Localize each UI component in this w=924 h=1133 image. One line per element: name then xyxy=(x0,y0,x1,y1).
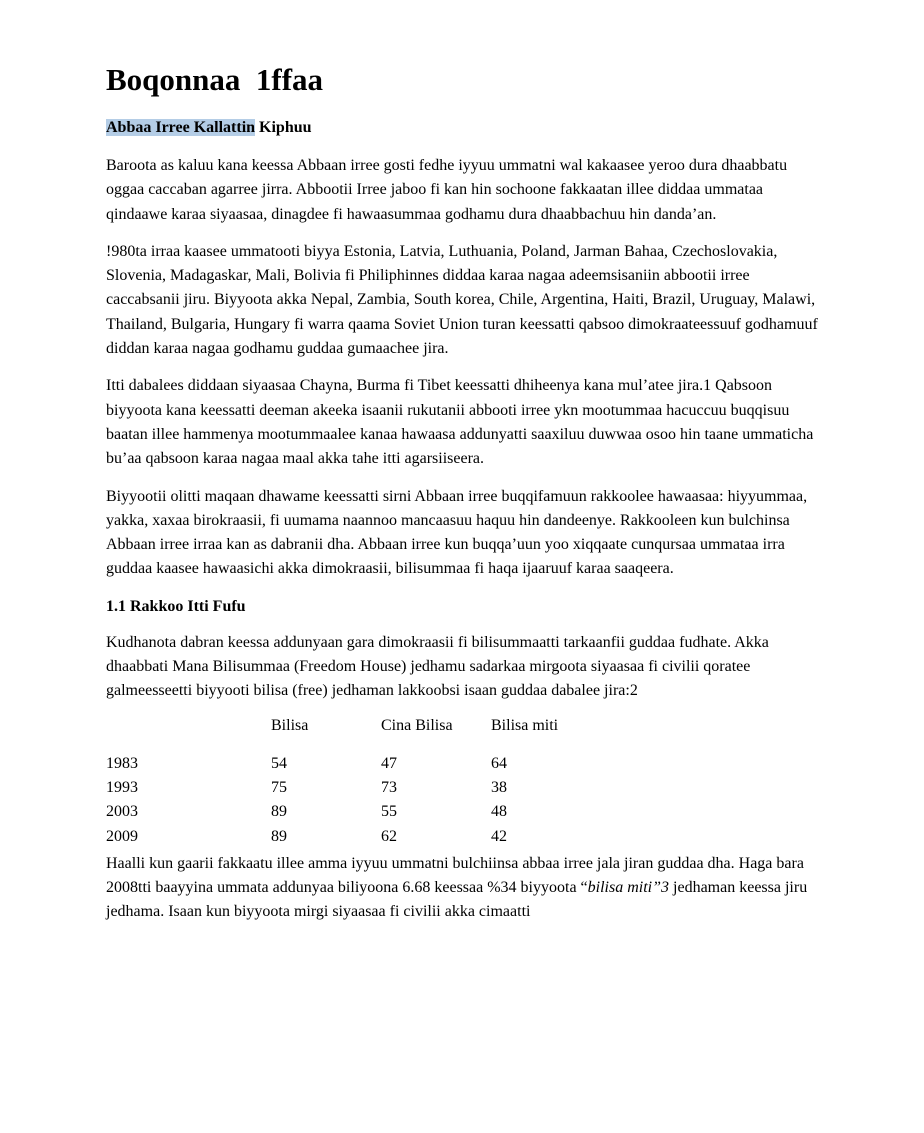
table-row xyxy=(106,828,611,852)
table-cell: 42 xyxy=(491,827,507,845)
subtitle-highlighted-text[interactable]: Abbaa Irree Kallattin xyxy=(106,119,256,136)
section-heading: 1.1 Rakkoo Itti Fufu xyxy=(106,597,246,615)
table-header-cell: Bilisa miti xyxy=(491,716,559,734)
table-cell: 1993 xyxy=(106,778,138,796)
table-cell: 55 xyxy=(381,803,397,821)
table-row xyxy=(106,803,611,827)
table-cell: 73 xyxy=(381,778,397,796)
closing-text-italic: bilisa miti”3 xyxy=(587,879,670,897)
chapter-subtitle xyxy=(106,116,818,140)
table-cell: 54 xyxy=(271,754,287,772)
document-page xyxy=(106,62,818,938)
table-cell: 75 xyxy=(271,778,287,796)
table-header-cell: Cina Bilisa xyxy=(381,716,453,734)
table-cell: 48 xyxy=(491,803,507,821)
paragraph-4: Biyyootii olitti maqaan dhawame keessatti sirni Abbaan irree buqqifamuun rakkoolee hawaasaa: hiyyummaa, yakka, xaxaa birokraasii, fi uumama naannoo mancaasuu haquu hin dandeenye. Rakkooleen kun bulchinsa Abbaan irree irraa kan as dabranii dha. Abbaan irree kun buqqa’uun yoo xiqqaate cunqursaa ummataa irra guddaa kaasee hawaasichi akka dimokraasii, bilisummaa fi haqa ijaaruuf karaa saaqeera. xyxy=(106,487,808,578)
paragraph-3: Itti dabalees diddaan siyaasaa Chayna, Burma fi Tibet keessatti dhiheenya kana mul’atee jira.1 Qabsoon biyyoota kana keessatti deeman akeeka isaanii rukutanii abbooti irree ykn mootummaa hacuccuu buqqisuu baatan illee hammenya mootummaalee kanaa hawaasa addunyatti saaxiluu duwwaa osoo hin taane ummaticha bu’aa qabsoon karaa nagaa maal akka tahe itti agarsiiseera. xyxy=(106,377,814,468)
table-cell: 2003 xyxy=(106,803,138,821)
table-cell: 47 xyxy=(381,754,397,772)
table-header-row xyxy=(106,717,611,755)
paragraph-2: !980ta irraa kaasee ummatooti biyya Estonia, Latvia, Luthuania, Poland, Jarman Bahaa, Czechoslovakia, Slovenia, Madagaskar, Mali, Bolivia fi Philiphinnes diddaa karaa nagaa adeemsisaniin abbootii irree caccabsanii jiru. Biyyoota akka Nepal, Zambia, South korea, Chile, Argentina, Haiti, Brazil, Uruguay, Malawi, Thailand, Bulgaria, Hungary fi warra qaama Soviet Union turan keessatti qabsoo dimokraateessuuf godhamuuf diddan karaa nagaa godhamu guddaa gumaachee jira. xyxy=(106,242,818,358)
table-cell: 89 xyxy=(271,803,287,821)
subtitle-text: Kiphuu xyxy=(255,119,312,136)
chapter-heading: Boqonnaa 1ffaa xyxy=(106,62,324,97)
table-cell: 89 xyxy=(271,827,287,845)
closing-text-start: Haalli kun gaarii fakkaatu illee amma iyyuu ummatni bulchiinsa abbaa irree jala jiran guddaa dha. Haga bara 2008tti baayyina ummata addunyaa biliyoona 6.68 keessaa %34 biyyoota “ xyxy=(106,854,804,897)
table-cell: 2009 xyxy=(106,827,138,845)
table-cell: 62 xyxy=(381,827,397,845)
closing-paragraph xyxy=(106,852,818,925)
closing-text-end: jedhaman keessa jiru jedhama. Isaan kun biyyoota mirgi siyaasaa fi civilii akka cimaatti xyxy=(106,879,808,921)
table-row xyxy=(106,779,611,803)
table-header-cell xyxy=(106,717,271,755)
section-intro: Kudhanota dabran keessa addunyaan gara dimokraasii fi bilisummaatti tarkaanfii guddaa fudhate. Akka dhaabbati Mana Bilisummaa (Freedom House) jedhamu sadarkaa mirgoota siyaasaa fi civilii qoratee galmeesseetti biyyooti bilisa (free) jedhaman lakkoobsi isaan guddaa dabalee jira:2 xyxy=(106,633,769,700)
table-cell: 64 xyxy=(491,754,507,772)
table-header-cell: Bilisa xyxy=(271,716,309,734)
table-cell: 1983 xyxy=(106,754,138,772)
freedom-stats-table xyxy=(106,717,611,852)
table-row xyxy=(106,755,611,779)
table-cell: 38 xyxy=(491,778,507,796)
paragraph-1: Baroota as kaluu kana keessa Abbaan irree gosti fedhe iyyuu ummatni wal kakaasee yeroo dura dhaabbatu oggaa caccaban agarree jirra. Abbootii Irree jaboo fi kan hin sochoone fakkaatan illee diddaa ummataa qindaawe karaa siyaasaa, dinagdee fi hawaasummaa godhamu dura dhaabbachuu hin danda’an. xyxy=(106,157,788,223)
